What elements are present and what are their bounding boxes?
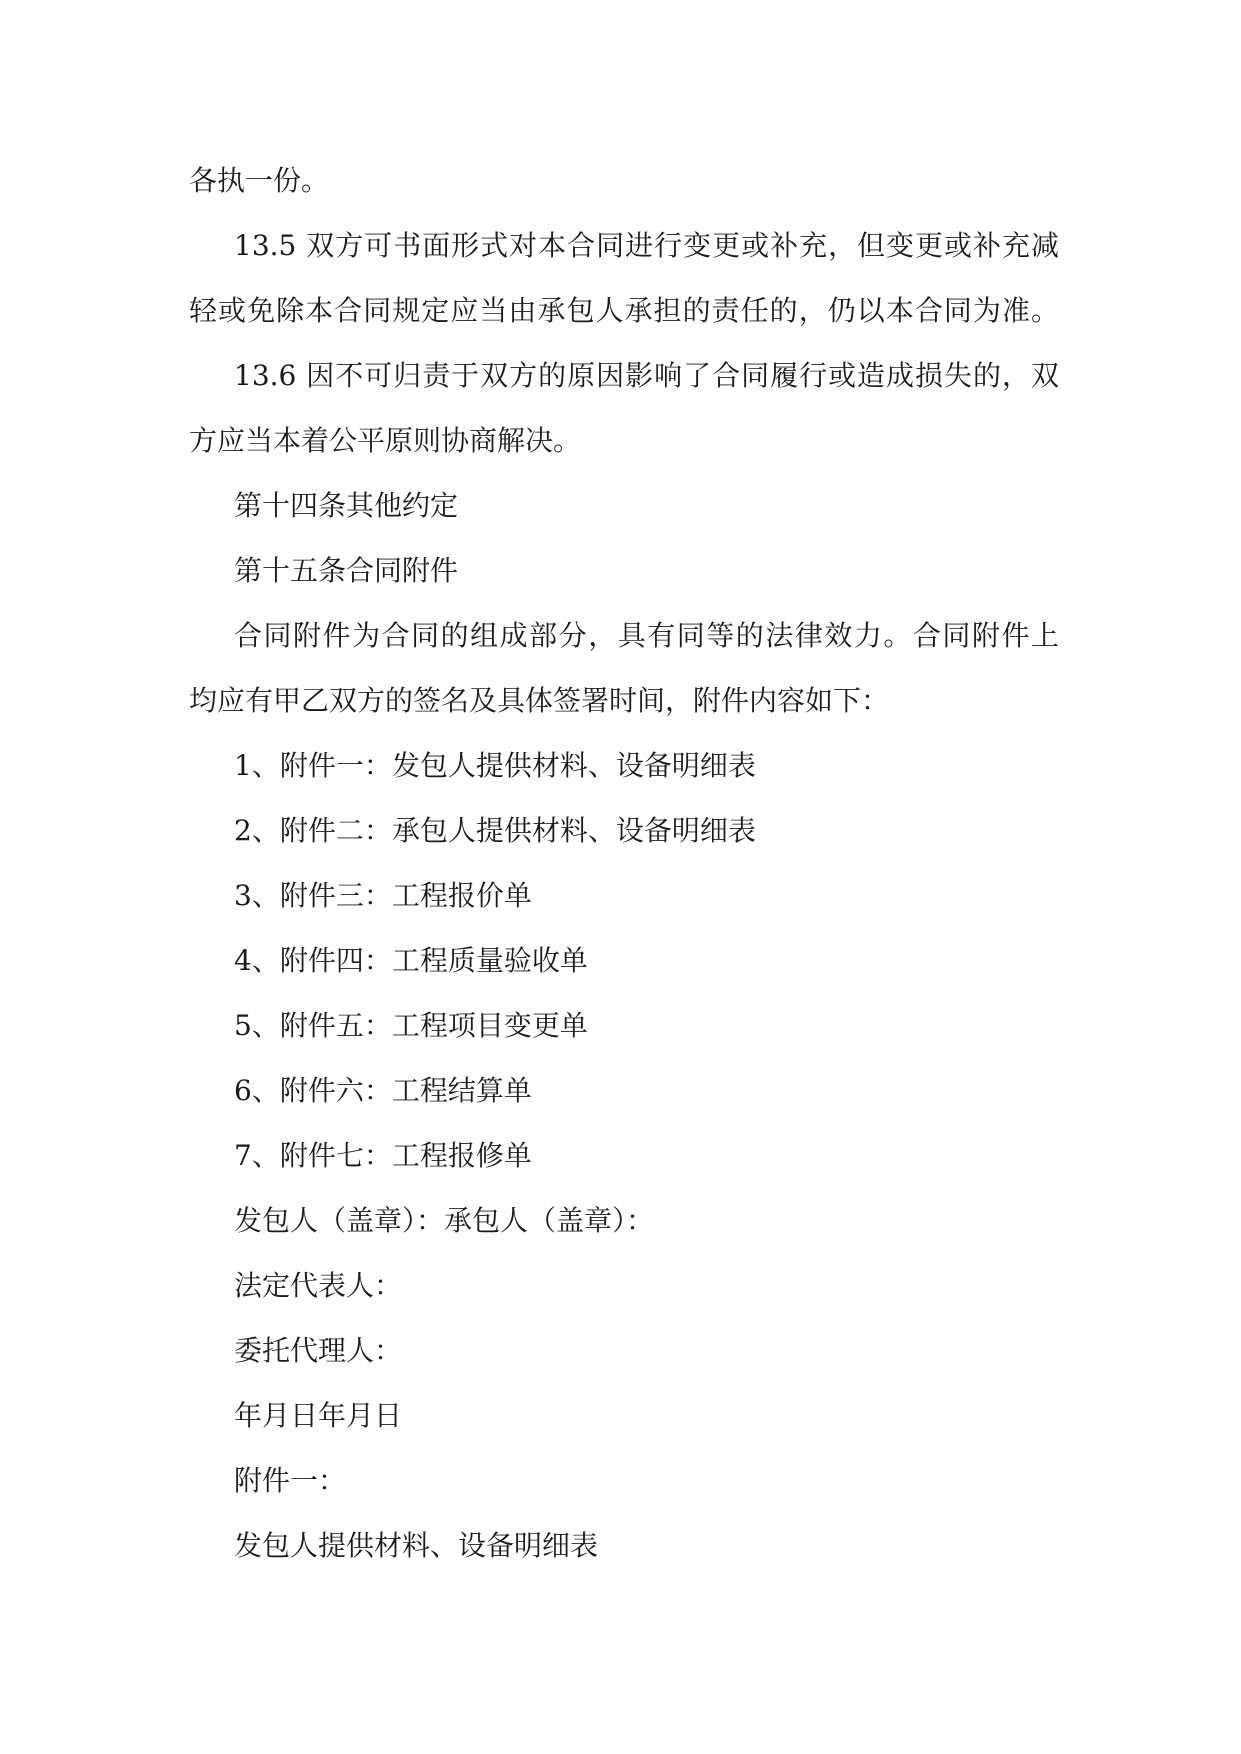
clause-13-6-line-1: 13.6 因不可归责于双方的原因影响了合同履行或造成损失的，双 bbox=[234, 359, 1059, 392]
article-15-heading: 第十五条合同附件 bbox=[234, 554, 459, 587]
paragraph-line: 各执一份。 bbox=[189, 164, 330, 197]
clause-13-5-line-2: 轻或免除本合同规定应当由承包人承担的责任的，仍以本合同为准。 bbox=[189, 294, 1059, 327]
document-body bbox=[189, 160, 1059, 1590]
attachment-one-title: 发包人提供材料、设备明细表 bbox=[234, 1529, 599, 1562]
attachment-list-item: 5、附件五：工程项目变更单 bbox=[234, 1009, 588, 1042]
attachment-list-item: 4、附件四：工程质量验收单 bbox=[234, 944, 588, 977]
attachment-list-item: 2、附件二：承包人提供材料、设备明细表 bbox=[234, 814, 756, 847]
attachment-list-item: 6、附件六：工程结算单 bbox=[234, 1074, 532, 1107]
attachment-list-item: 3、附件三：工程报价单 bbox=[234, 879, 532, 912]
clause-13-6-line-2: 方应当本着公平原则协商解决。 bbox=[189, 424, 582, 457]
article-14-heading: 第十四条其他约定 bbox=[234, 489, 459, 522]
signature-date-line: 年月日年月日 bbox=[234, 1399, 403, 1432]
legal-representative-line: 法定代表人： bbox=[234, 1269, 403, 1302]
attachment-intro-line-1: 合同附件为合同的组成部分，具有同等的法律效力。合同附件上 bbox=[234, 619, 1059, 652]
attachment-intro-line-2: 均应有甲乙双方的签名及具体签署时间，附件内容如下： bbox=[189, 684, 890, 717]
authorized-agent-line: 委托代理人： bbox=[234, 1334, 403, 1367]
attachment-list-item: 1、附件一：发包人提供材料、设备明细表 bbox=[234, 749, 756, 782]
attachment-one-heading: 附件一： bbox=[234, 1464, 347, 1497]
signature-parties-line: 发包人（盖章）：承包人（盖章）： bbox=[234, 1204, 655, 1237]
clause-13-5-line-1: 13.5 双方可书面形式对本合同进行变更或补充，但变更或补充减 bbox=[234, 229, 1059, 262]
attachment-list-item: 7、附件七：工程报修单 bbox=[234, 1139, 532, 1172]
